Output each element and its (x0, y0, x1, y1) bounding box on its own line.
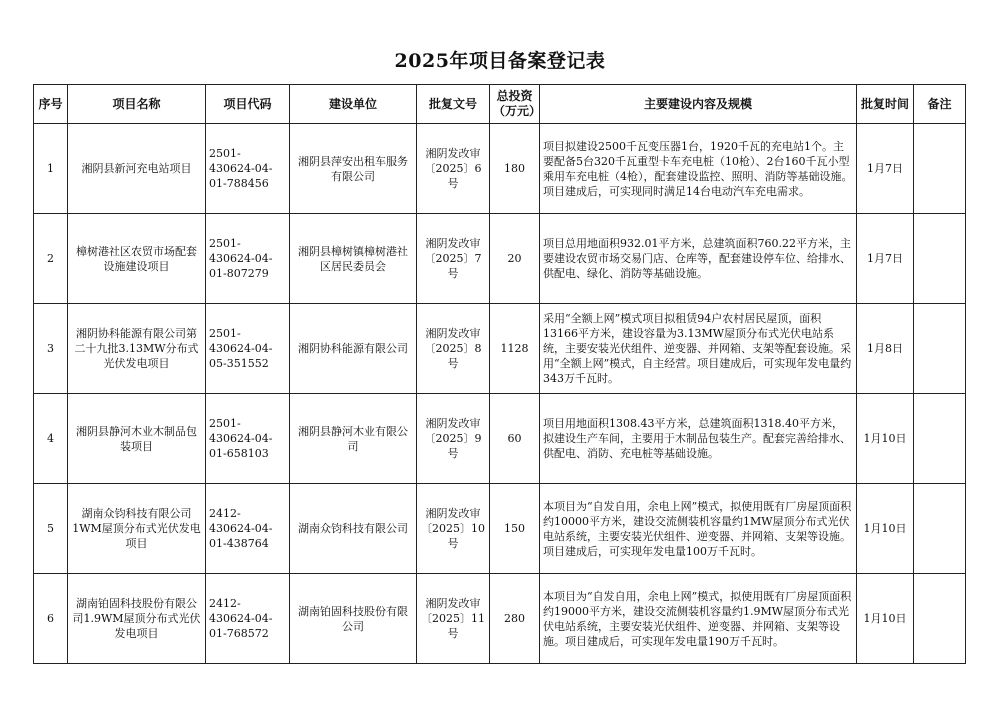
cell-investment: 280 (490, 574, 540, 664)
cell-code: 2501-430624-04-05-351552 (206, 304, 290, 394)
cell-approval-no: 湘阴发改审〔2025〕10号 (417, 484, 490, 574)
header-code: 项目代码 (206, 85, 290, 124)
cell-investment: 150 (490, 484, 540, 574)
cell-seq: 1 (34, 124, 68, 214)
cell-remark (914, 214, 966, 304)
cell-remark (914, 124, 966, 214)
cell-code: 2501-430624-04-01-807279 (206, 214, 290, 304)
cell-content: 项目用地面积1308.43平方米，总建筑面积1318.40平方米，拟建设生产车间，主要用于木制品包装生产。配套完善给排水、供配电、消防、充电桩等基础设施。 (540, 394, 857, 484)
table-row (34, 394, 966, 484)
cell-name: 湖南铂固科技股份有限公司1.9WM屋顶分布式光伏发电项目 (68, 574, 206, 664)
cell-investment: 180 (490, 124, 540, 214)
header-row (34, 85, 966, 124)
cell-unit: 湖南铂固科技股份有限公司 (290, 574, 417, 664)
cell-approval-no: 湘阴发改审〔2025〕7号 (417, 214, 490, 304)
page-title: 2025年项目备案登记表 (394, 50, 606, 72)
registration-table (33, 84, 966, 664)
cell-name: 湖南众钧科技有限公司1WM屋顶分布式光伏发电项目 (68, 484, 206, 574)
cell-code: 2412-430624-04-01-768572 (206, 574, 290, 664)
header-investment (490, 85, 540, 124)
cell-content: 采用“全额上网”模式项目拟租赁94户农村居民屋顶，面积13166平方米，建设容量为3.13MW屋顶分布式光伏电站系统，主要安装光伏组件、逆变器、并网箱、支架等配套设施。采用“全额上网”模式，自主经营。项目建成后，可实现年发电量约343万千瓦时。 (540, 304, 857, 394)
cell-code: 2412-430624-04-01-438764 (206, 484, 290, 574)
table-row (34, 124, 966, 214)
cell-name: 湘阴县新河充电站项目 (68, 124, 206, 214)
header-name: 项目名称 (68, 85, 206, 124)
cell-date: 1月10日 (857, 484, 914, 574)
header-approval-no: 批复文号 (417, 85, 490, 124)
cell-date: 1月10日 (857, 574, 914, 664)
table-row (34, 304, 966, 394)
cell-investment: 60 (490, 394, 540, 484)
cell-remark (914, 394, 966, 484)
header-unit: 建设单位 (290, 85, 417, 124)
cell-investment: 1128 (490, 304, 540, 394)
cell-code: 2501-430624-04-01-658103 (206, 394, 290, 484)
cell-name: 樟树港社区农贸市场配套设施建设项目 (68, 214, 206, 304)
table-row (34, 574, 966, 664)
cell-content: 本项目为“自发自用，余电上网”模式，拟使用既有厂房屋顶面积约10000平方米，建设交流侧装机容量约1MW屋顶分布式光伏电站系统，主要安装光伏组件、逆变器、并网箱、支架等设施。项目建成后，可实现年发电量100万千瓦时。 (540, 484, 857, 574)
cell-unit: 湘阴协科能源有限公司 (290, 304, 417, 394)
cell-content: 项目拟建设2500千瓦变压器1台，1920千瓦的充电站1个。主要配备5台320千瓦重型卡车充电桩（10枪）、2台160千瓦小型乘用车充电桩（4枪），配套建设监控、照明、消防等基础设施。项目建成后，可实现同时满足14台电动汽车充电需求。 (540, 124, 857, 214)
cell-content: 本项目为“自发自用，余电上网”模式，拟使用既有厂房屋顶面积约19000平方米，建设交流侧装机容量约1.9MW屋顶分布式光伏电站系统，主要安装光伏组件、逆变器、并网箱、支架等设施。项目建成后，可实现年发电量190万千瓦时。 (540, 574, 857, 664)
cell-content: 项目总用地面积932.01平方米，总建筑面积760.22平方米，主要建设农贸市场交易门店、仓库等，配套建设停车位、给排水、供配电、绿化、消防等基础设施。 (540, 214, 857, 304)
cell-remark (914, 304, 966, 394)
cell-seq: 5 (34, 484, 68, 574)
header-remark: 备注 (914, 85, 966, 124)
header-investment-line2: （万元） (493, 104, 542, 118)
cell-approval-no: 湘阴发改审〔2025〕8号 (417, 304, 490, 394)
cell-investment: 20 (490, 214, 540, 304)
cell-seq: 4 (34, 394, 68, 484)
cell-seq: 6 (34, 574, 68, 664)
cell-seq: 2 (34, 214, 68, 304)
cell-unit: 湘阴县静河木业有限公司 (290, 394, 417, 484)
cell-date: 1月7日 (857, 124, 914, 214)
cell-date: 1月8日 (857, 304, 914, 394)
header-content: 主要建设内容及规模 (540, 85, 857, 124)
cell-name: 湘阴县静河木业木制品包装项目 (68, 394, 206, 484)
cell-name: 湘阴协科能源有限公司第二十九批3.13MW分布式光伏发电项目 (68, 304, 206, 394)
header-date: 批复时间 (857, 85, 914, 124)
cell-unit: 湘阴县萍安出租车服务有限公司 (290, 124, 417, 214)
cell-remark (914, 484, 966, 574)
cell-code: 2501-430624-04-01-788456 (206, 124, 290, 214)
cell-unit: 湖南众钧科技有限公司 (290, 484, 417, 574)
table-row (34, 484, 966, 574)
header-seq: 序号 (34, 85, 68, 124)
cell-unit: 湘阴县樟树镇樟树港社区居民委员会 (290, 214, 417, 304)
cell-date: 1月7日 (857, 214, 914, 304)
cell-remark (914, 574, 966, 664)
cell-approval-no: 湘阴发改审〔2025〕11号 (417, 574, 490, 664)
cell-seq: 3 (34, 304, 68, 394)
cell-date: 1月10日 (857, 394, 914, 484)
cell-approval-no: 湘阴发改审〔2025〕6号 (417, 124, 490, 214)
header-investment-line1: 总投资 (496, 89, 533, 103)
table-row (34, 214, 966, 304)
cell-approval-no: 湘阴发改审〔2025〕9号 (417, 394, 490, 484)
